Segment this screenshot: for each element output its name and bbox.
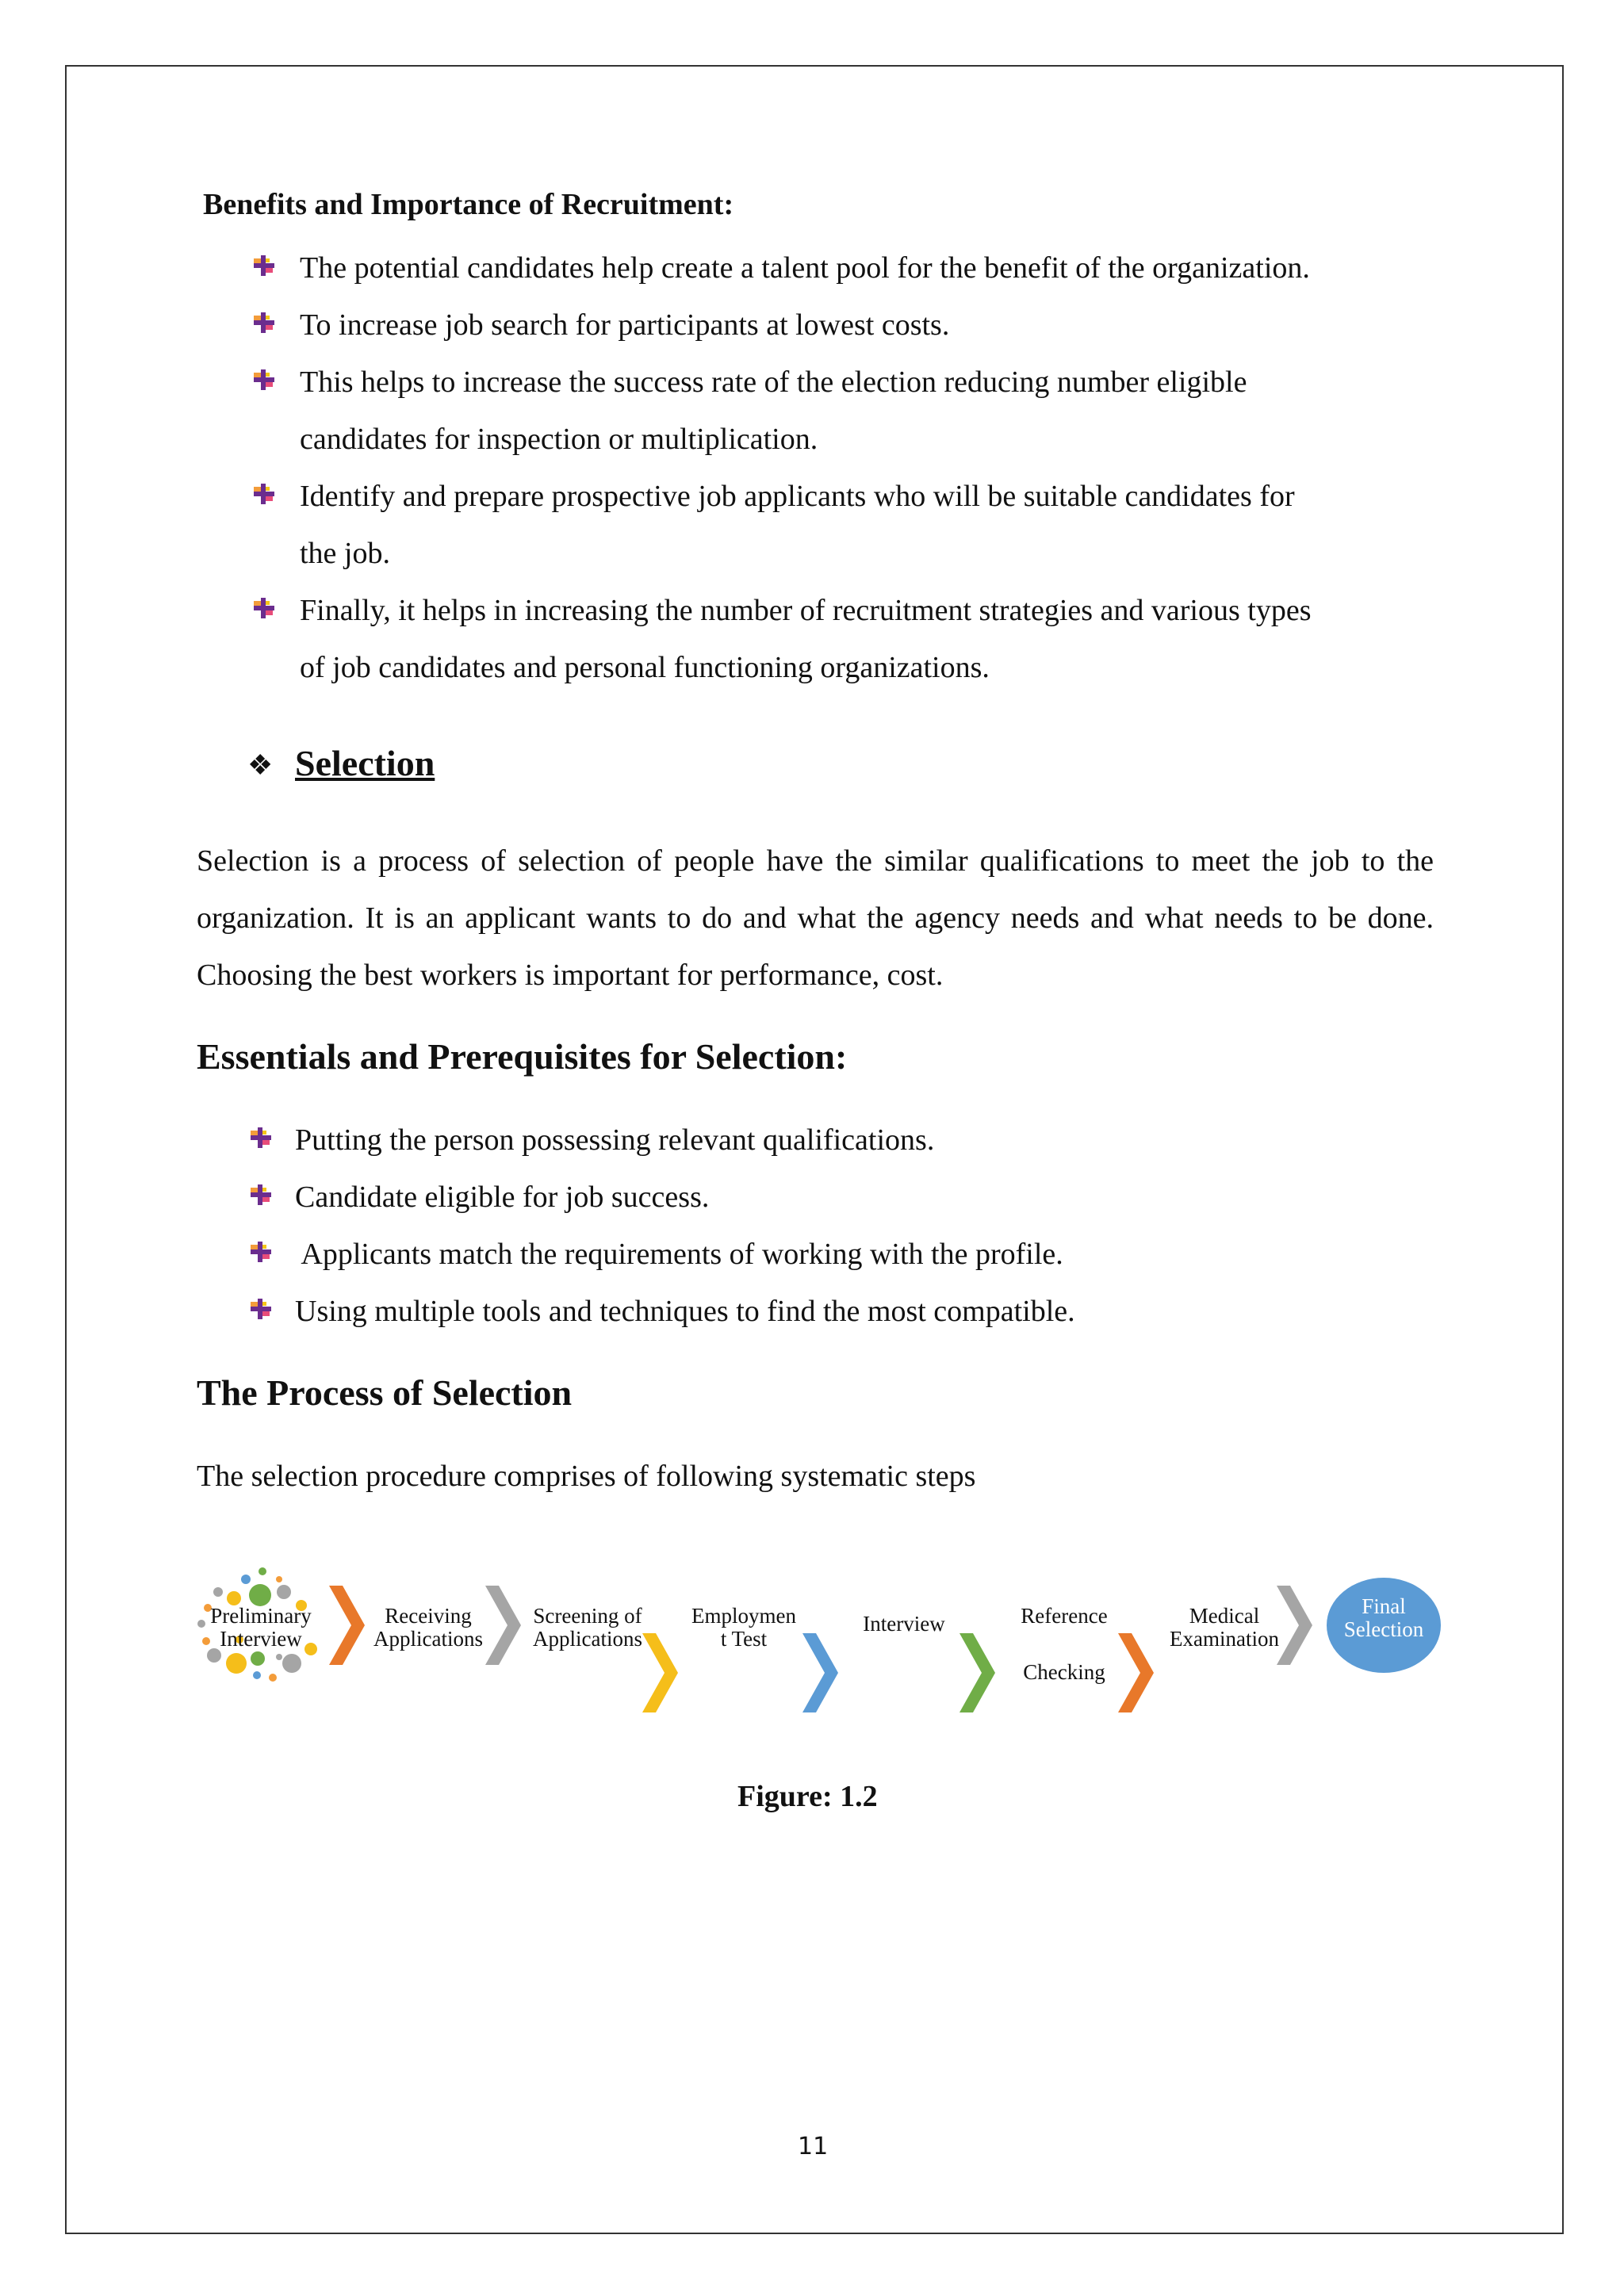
- benefits-heading: Benefits and Importance of Recruitment:: [203, 188, 734, 221]
- benefit-item: Finally, it helps in increasing the number of recruitment strategies and various types: [300, 594, 1312, 627]
- essential-item: Candidate eligible for job success.: [295, 1181, 710, 1214]
- diamond-bullet-icon: ❖: [247, 749, 274, 781]
- bullet-icon: [249, 595, 278, 623]
- essential-item: Putting the person possessing relevant qualifications.: [295, 1123, 935, 1157]
- step-reference-checking: Reference Checking: [1021, 1604, 1108, 1684]
- bullet-icon: [246, 1238, 274, 1267]
- process-intro: The selection procedure comprises of following systematic steps: [197, 1460, 976, 1493]
- figure-caption: Figure: 1.2: [737, 1780, 878, 1813]
- bullet-icon: [249, 366, 278, 395]
- chevron-icon: [959, 1633, 995, 1712]
- benefit-item: To increase job search for participants at lowest costs.: [300, 308, 950, 342]
- essential-item: Applicants match the requirements of working with the profile.: [295, 1238, 1063, 1271]
- process-heading: The Process of Selection: [197, 1372, 573, 1413]
- step-screening-applications: Screening of Applications: [533, 1604, 642, 1651]
- step-receiving-applications: Receiving Applications: [373, 1604, 483, 1651]
- benefit-item-continued: the job.: [300, 537, 390, 570]
- step-preliminary-interview: Preliminary Interview: [210, 1604, 312, 1651]
- step-employment-test: Employmen t Test: [691, 1604, 796, 1651]
- selection-title: Selection: [295, 743, 435, 783]
- benefit-item: This helps to increase the success rate of the election reducing number eligible: [300, 365, 1247, 399]
- step-final-selection: Final Selection: [1343, 1594, 1424, 1641]
- step-interview: Interview: [863, 1612, 945, 1636]
- benefit-item-continued: of job candidates and personal functioning organizations.: [300, 651, 990, 684]
- bullet-icon: [246, 1181, 274, 1210]
- benefit-item: Identify and prepare prospective job applicants who will be suitable candidates for: [300, 480, 1295, 513]
- essentials-heading: Essentials and Prerequisites for Selection:: [197, 1036, 848, 1077]
- bullet-icon: [249, 309, 278, 338]
- chevron-icon: [802, 1633, 838, 1712]
- benefit-item-continued: candidates for inspection or multiplication.: [300, 423, 818, 456]
- bullet-icon: [249, 480, 278, 509]
- step-medical-examination: Medical Examination: [1170, 1604, 1279, 1651]
- selection-paragraph: Selection is a process of selection of people have the similar qualifications to meet the job to the organization. It is an applicant wants to do and what the agency needs and what needs to be done. Choosing the best workers is important for performance, cost.: [197, 844, 1434, 992]
- benefit-item: The potential candidates help create a talent pool for the benefit of the organization.: [300, 251, 1310, 285]
- bullet-icon: [246, 1295, 274, 1324]
- bullet-icon: [246, 1124, 274, 1153]
- bullet-icon: [249, 252, 278, 281]
- page-number: 11: [798, 2133, 829, 2160]
- chevron-icon: [329, 1586, 365, 1665]
- essential-item: Using multiple tools and techniques to find the most compatible.: [295, 1295, 1075, 1328]
